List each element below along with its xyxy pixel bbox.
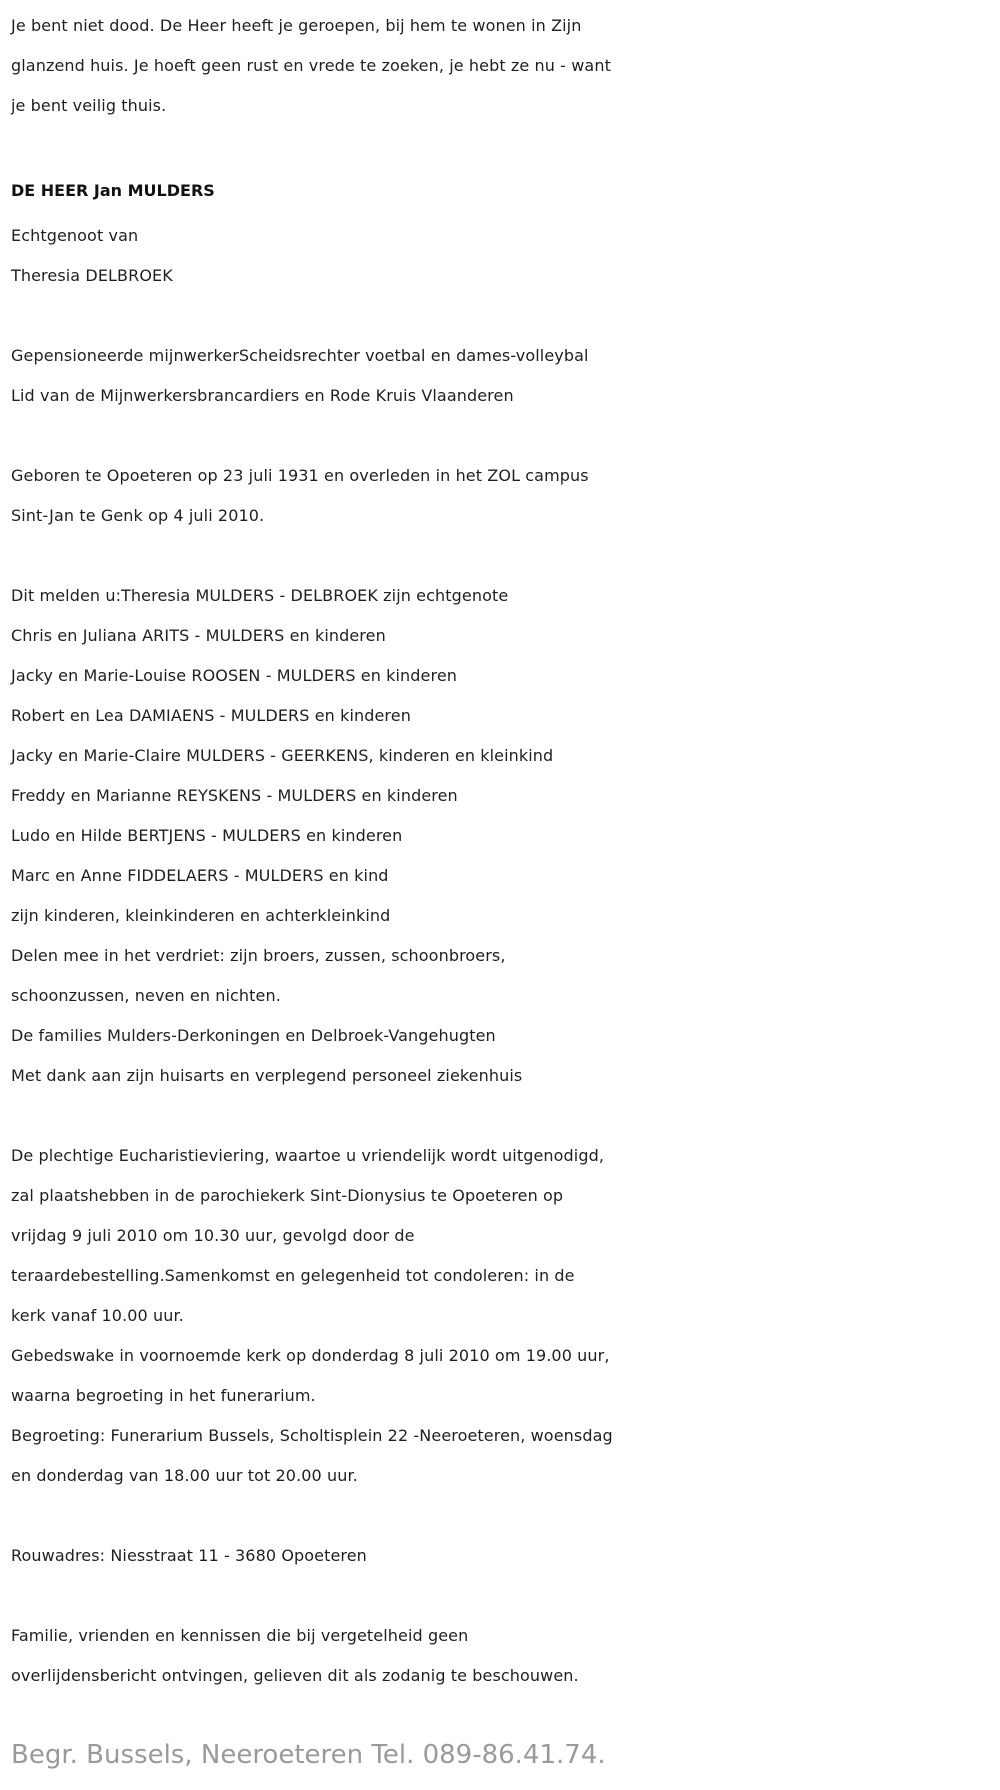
address-section bbox=[11, 1536, 1000, 1576]
spacer bbox=[11, 1496, 1000, 1536]
funeral-home-footer: Begr. Bussels, Neeroeteren Tel. 089-86.41.74. bbox=[11, 1740, 606, 1770]
spacer bbox=[11, 1096, 1000, 1136]
spacer bbox=[11, 416, 1000, 456]
closing-line: overlijdensbericht ontvingen, gelieven dit als zodanig te beschouwen. bbox=[11, 1666, 579, 1685]
mourning-address: Rouwadres: Niesstraat 11 - 3680 Opoeteren bbox=[11, 1546, 367, 1565]
spouse-line: Echtgenoot van bbox=[11, 226, 139, 245]
spouse-section bbox=[11, 216, 1000, 296]
intro-line: je bent veilig thuis. bbox=[11, 96, 167, 115]
family-line: Robert en Lea DAMIAENS - MULDERS en kinderen bbox=[11, 706, 411, 725]
spacer bbox=[11, 296, 1000, 336]
intro-line: glanzend huis. Je hoeft geen rust en vrede te zoeken, je hebt ze nu - want bbox=[11, 56, 611, 75]
family-line: De families Mulders-Derkoningen en Delbroek-Vangehugten bbox=[11, 1026, 496, 1045]
intro-line: Je bent niet dood. De Heer heeft je geroepen, bij hem te wonen in Zijn bbox=[11, 16, 582, 35]
spacer bbox=[11, 536, 1000, 576]
ceremony-line: De plechtige Eucharistieviering, waartoe u vriendelijk wordt uitgenodigd, bbox=[11, 1146, 605, 1165]
family-line: Jacky en Marie-Louise ROOSEN - MULDERS en kinderen bbox=[11, 666, 457, 685]
ceremony-section bbox=[11, 1136, 1000, 1496]
occupation-line: Lid van de Mijnwerkersbrancardiers en Rode Kruis Vlaanderen bbox=[11, 386, 514, 405]
family-line: Marc en Anne FIDDELAERS - MULDERS en kind bbox=[11, 866, 389, 885]
birth-death-section bbox=[11, 456, 1000, 536]
ceremony-line: Begroeting: Funerarium Bussels, Scholtisplein 22 -Neeroeteren, woensdag bbox=[11, 1426, 613, 1445]
family-line: Freddy en Marianne REYSKENS - MULDERS en kinderen bbox=[11, 786, 458, 805]
family-line: Met dank aan zijn huisarts en verplegend personeel ziekenhuis bbox=[11, 1066, 523, 1085]
family-line: zijn kinderen, kleinkinderen en achterkleinkind bbox=[11, 906, 391, 925]
ceremony-line: en donderdag van 18.00 uur tot 20.00 uur. bbox=[11, 1466, 358, 1485]
spouse-line: Theresia DELBROEK bbox=[11, 266, 173, 285]
birth-death-line: Sint-Jan te Genk op 4 juli 2010. bbox=[11, 506, 265, 525]
ceremony-line: zal plaatshebben in de parochiekerk Sint-Dionysius te Opoeteren op bbox=[11, 1186, 564, 1205]
family-line: Jacky en Marie-Claire MULDERS - GEERKENS, kinderen en kleinkind bbox=[11, 746, 554, 765]
family-line: Dit melden u:Theresia MULDERS - DELBROEK zijn echtgenote bbox=[11, 586, 509, 605]
closing-section bbox=[11, 1616, 1000, 1696]
ceremony-line: waarna begroeting in het funerarium. bbox=[11, 1386, 316, 1405]
deceased-name-title: DE HEER Jan MULDERS bbox=[11, 181, 215, 200]
family-line: Chris en Juliana ARITS - MULDERS en kinderen bbox=[11, 626, 386, 645]
ceremony-line: Gebedswake in voornoemde kerk op donderdag 8 juli 2010 om 19.00 uur, bbox=[11, 1346, 610, 1365]
occupation-line: Gepensioneerde mijnwerkerScheidsrechter voetbal en dames-volleybal bbox=[11, 346, 589, 365]
intro-verse bbox=[11, 6, 1000, 126]
birth-death-line: Geboren te Opoeteren op 23 juli 1931 en overleden in het ZOL campus bbox=[11, 466, 589, 485]
family-line: Delen mee in het verdriet: zijn broers, zussen, schoonbroers, bbox=[11, 946, 506, 965]
ceremony-line: kerk vanaf 10.00 uur. bbox=[11, 1306, 184, 1325]
ceremony-line: teraardebestelling.Samenkomst en gelegenheid tot condoleren: in de bbox=[11, 1266, 575, 1285]
family-section bbox=[11, 576, 1000, 1096]
family-line: Ludo en Hilde BERTJENS - MULDERS en kinderen bbox=[11, 826, 403, 845]
closing-line: Familie, vrienden en kennissen die bij vergetelheid geen bbox=[11, 1626, 469, 1645]
spacer bbox=[11, 1576, 1000, 1616]
ceremony-line: vrijdag 9 juli 2010 om 10.30 uur, gevolgd door de bbox=[11, 1226, 415, 1245]
family-line: schoonzussen, neven en nichten. bbox=[11, 986, 281, 1005]
occupation-section bbox=[11, 336, 1000, 416]
